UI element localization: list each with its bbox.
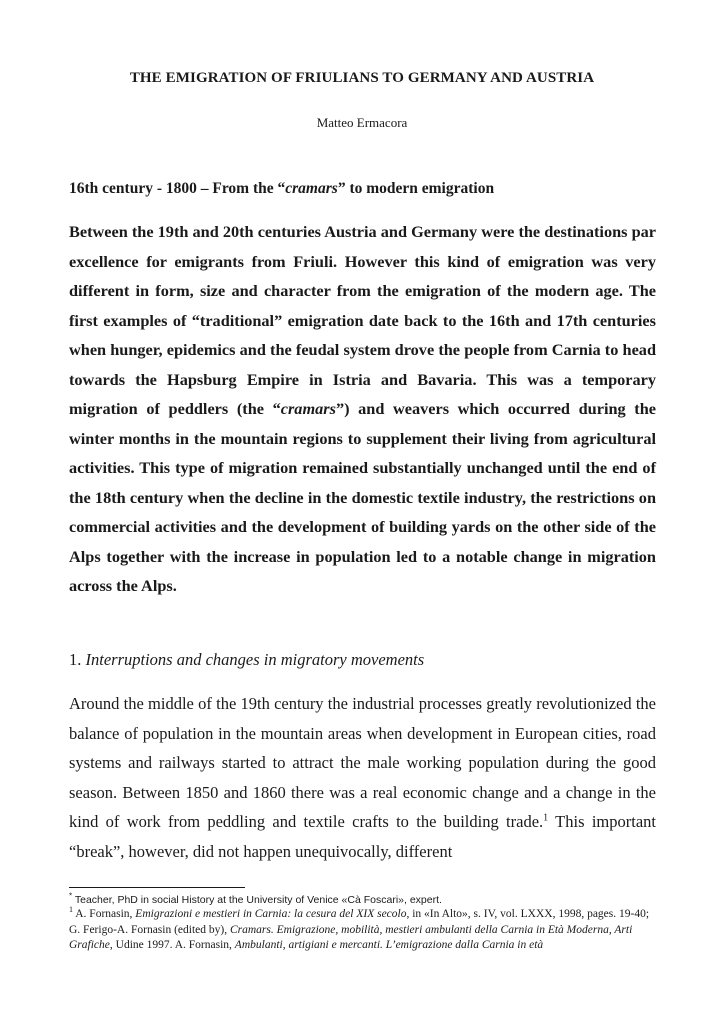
footnote-star-marker: * [69, 891, 73, 901]
abstract-paragraph [69, 217, 656, 601]
section-heading [69, 180, 494, 198]
footnote-1-text-a: A. Fornasin, [73, 908, 136, 920]
body-text-1: Around the middle of the 19th century the industrial processes greatly revolutionized the balance of population in the mountain areas when development in European cities, road systems and railways started to attract the male working population during the good season. Between 1850 and 1860 there was a real economic change and a change in the kind of work from peddling and textile crafts to the building trade. [69, 694, 656, 831]
body-paragraph [69, 689, 656, 866]
author-name: Matteo Ermacora [316, 115, 408, 130]
subsection-title: Interruptions and changes in migratory movements [85, 650, 425, 669]
footnote-separator [69, 887, 245, 888]
footnote-1 [69, 907, 656, 954]
subsection-number: 1. [69, 650, 86, 669]
section-heading-after: ” to modern emigration [337, 180, 495, 197]
subsection-heading [69, 650, 424, 670]
document-title: THE EMIGRATION OF FRIULIANS TO GERMANY AND AUSTRIA [129, 70, 595, 86]
footnote-1-text-c: , in «In Alto», s. IV, vol. LXXX, 1998, pages. 19-40; G. Ferigo-A. Fornasin (edited by), [69, 908, 650, 936]
abstract-italic-term: cramars [280, 399, 336, 418]
footnote-author [69, 891, 442, 906]
footnote-1-title-a: Emigrazioni e mestieri in Carnia: la cesura del XIX secolo [135, 908, 407, 920]
abstract-part2: ”) and weavers which occurred during the winter months in the mountain regions to supplement their living from agricultural activities. This type of migration remained substantially unchanged until the end of the 18th century when the decline in the domestic textile industry, the restrictions on commercial activities and the development of building yards on the other side of the Alps together with the increase in population led to a notable change in migration across the Alps. [69, 399, 656, 595]
footnote-1-text-e: , Udine 1997. A. Fornasin, [109, 939, 235, 951]
footnote-1-title-d: Cramars. Emigrazione, mobilità, mestieri ambulanti della Carnia in Età Moderna, Arti Grafiche [69, 923, 633, 951]
footnote-1-marker: 1 [69, 905, 73, 915]
body-text-2: This important “break”, however, did not happen unequivocally, different [69, 812, 656, 861]
section-heading-italic: cramars [285, 180, 338, 197]
footnote-1-title-f: Ambulanti, artigiani e mercanti. L’emigrazione dalla Carnia in età [234, 939, 544, 951]
section-heading-before: 16th century - 1800 – From the “ [69, 180, 286, 197]
footnote-ref-1[interactable]: 1 [543, 812, 549, 824]
abstract-part1: Between the 19th and 20th centuries Austria and Germany were the destinations par excellence for emigrants from Friuli. However this kind of emigration was very different in form, size and character from the emigration of the modern age. The first examples of “traditional” emigration date back to the 16th and 17th centuries when hunger, epidemics and the feudal system drove the people from Carnia to head towards the Hapsburg Empire in Istria and Bavaria. This was a temporary migration of peddlers (the “ [69, 222, 656, 418]
footnote-star-text: Teacher, PhD in social History at the University of Venice «Cà Foscari», expert. [72, 894, 442, 906]
